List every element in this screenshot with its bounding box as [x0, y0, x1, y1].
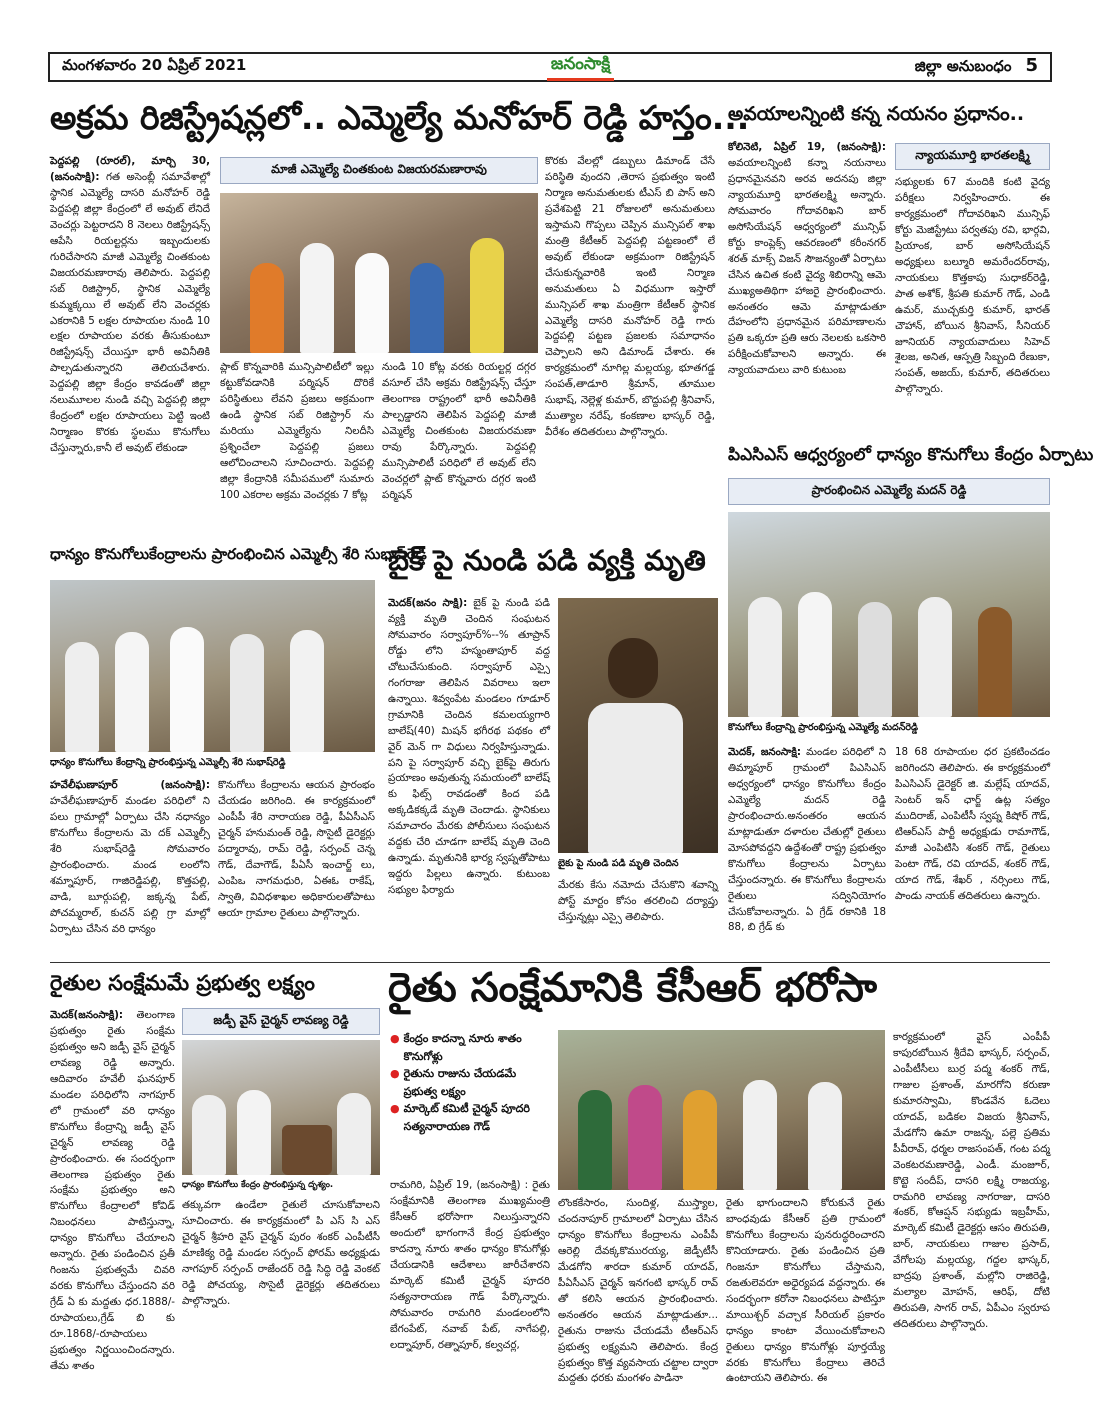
story5-caption: బైకు పై నుండి పడి మృతి చెందిన: [558, 858, 679, 869]
story7-headline: రైతు సంక్షేమానికి కేసీఆర్ భరోసా: [388, 965, 877, 1011]
bullet-item: [390, 1100, 550, 1135]
story1-photo: [220, 193, 538, 353]
story2-column-1: [728, 140, 886, 430]
issue-date: మంగళవారం 20 ఏప్రిల్ 2021: [62, 56, 247, 74]
story3-column-1: [728, 745, 886, 950]
story1-headline: అక్రమ రిజిస్ట్రేషన్లలో.. ఎమ్మెల్యే మనోహర్ రెడ్డి హస్తం...: [50, 98, 750, 137]
story1-column-4: కొరకు వేలల్లో డబ్బులు డిమాండ్ చేసే పరిస్థితి వుందని ,తెరాస ప్రభుత్వం ఇంటి నిర్మాణ అనుమతులకు టీఎస్ బి పాస్ అని ప్రవేశపెట్టి 21 రోజులలో అనుమతులు ఇస్తామని గొప్పలు చెప్పిన మున్సిపల్ శాఖ మంత్రి కేటీఆర్ పెద్దపల్లి పట్టణంలో లే అవుట్ లేకుండా అక్రమంగా రిజిస్ట్రేషన్ చేసుకున్నవారికి ఇంటి నిర్మాణ అనుమతులు ఏ విధముగా ఇస్తారో మున్సిపల్ శాఖ మంత్రిగా కేటీఆర్ స్థానిక ఎమ్మెల్యే దాసరి మనోహర్ రెడ్డి గారు పెద్దపల్లి పట్టణ ప్రజలకు సమాధానం చెప్పాలని అని డిమాండ్ చేశారు. ఈ కార్యక్రమంలో నూగిల్ల మల్లయ్య, భూతగడ్డ సంపత్,తాడూరి శ్రీమాన్, తూముల సుభాష్, నెల్లెళ్ల కుమార్, బొద్దుపల్లి శ్రీనివాస్, ముత్యాల నరేష్, కంకణాల భాస్కర్ రెడ్డి, వీరేశం తదితరులు పాల్గొన్నారు.: [545, 155, 715, 439]
story3-text-1: మండల పరిధిలో ని తిమ్మాపూర్ గ్రామంలో పిఎసిఎస్ అధ్వర్యంలో ధాన్యం కొనుగోలు కేంద్రం ఎమ్మెల్యే మదన్ రెడ్డి ప్రారంభించారు.అనంతరం ఆయన మాట్లాడుతూ దళారుల చేతుల్లో రైతులు మోసపోవద్దని ఉద్దేశంతో రాష్ట్ర ప్రభుత్వం కొనుగోలు కేంద్రాలను ఏర్పాటు చేస్తుందన్నారు. ఈ కొనుగోలు కేంద్రాలను రైతులు సద్వినియోగం చేసుకోవాలన్నారు. ఏ గ్రేడ్ రకానికి 18 88, బి గ్రేడ్ కు: [728, 746, 886, 934]
bullet-text: కేంద్రం కాదన్నా నూరు శాతం కొనుగోళ్లు: [403, 1032, 522, 1063]
page-number: 5: [1025, 55, 1038, 76]
bullet-dot-icon: ●: [390, 1032, 400, 1045]
story7-column-4: కార్యక్రమంలో వైస్ ఎంపీపీ కాపురబోయిన శ్రీదేవి భాస్కర్, సర్పంచ్, ఎంపీటీసీలు బుర్ర పద్మ శంకర్ గౌడ్, గాజుల ప్రశాంత్, మారగోని కరుణా కుమారస్వామి, కొండవేన ఓదెలు యాదవ్, బడికల విజయ శ్రీనివాస్, మేడగోని ఉమా రాజన్న, పల్లె ప్రతిమ పీవీరావ్, ధర్మల రాజసంపత్, గంట పద్మ వెంకటరమణారెడ్డి, ఎండీ. మంజూర్, కొట్టె సందీప్, దాసరి లక్ష్మి రాజయ్య, రామగిరి లావణ్య నాగరాజు, దాసరి శంకర్, కోఆప్షన్ సభ్యుడు ఇబ్రహీమ్, మార్కెట్ కమిటీ డైరెక్టర్లు ఆసం తిరుపతి, బార్, నాయకులు గాజుల ప్రసాద్, వేగోలపు మల్లయ్య, గద్దల భాస్కర్, బాద్రపు ప్రశాంత్, మల్లోని రాజిరెడ్డి, మల్యాల మోహన్, ఆరిఫ్, దోటి తిరుపతి, సాగర్ రావ్, ఏపీఎం స్వరూప తదితరులు పాల్గొన్నారు.: [893, 1031, 1050, 1331]
bullet-item: [390, 1065, 550, 1100]
section-label: [915, 55, 1038, 79]
story5-headline: బైక్ పై నుండి పడి వ్యక్తి మృతి: [388, 544, 706, 577]
story3-column-2: 18 68 రూపాయల ధర ప్రకటించడం జరిగిందని తెలిపారు. ఈ కార్యక్రమంలో పిఎసిఎస్ డైరెక్టర్ జి. మల్లేష్ యాదవ్, సెంటర్ ఇన్ ఛార్జ్ ఉట్ల సత్యం ముదిరాజ్, ఎంపిటీసీ స్వప్న కిషోర్ గౌడ్, టిఆర్ఎస్ పార్టీ అధ్యక్షుడు రామాగౌడ్, మాజీ ఎంపిటిసి శంకర్ గౌడ్, రైతులు పెంటా గౌడ్, రవి యాదవ్, శంకర్ గౌడ్, యాద గౌడ్, శేఖర్ , నర్సింలు గౌడ్, పాండు నాయక్ తదితరులు ఉన్నారు.: [895, 746, 1050, 902]
story1-column-2: ప్లాట్ కొన్నవారికి మున్సిపాలిటీలో ఇల్లు కట్టుకోవడానికి పర్మిషన్ దొరికే పరిస్థితులు లేవని ప్రజలు అక్రమంగా ఉండి స్థానిక సబ్ రిజిస్ట్రార్ ను మరియు ఎమ్మెల్యేను నిలదీసి ప్రశ్నించేలా పెద్దపల్లి ప్రజలు ఆలోచించాలని సూచించారు. పెద్దపల్లి జిల్లా కేంద్రానికి సమీపములో సుమారు 100 ఎకరాల అక్రమ వెంచర్లకు 7 కోట్ల: [220, 361, 374, 501]
story4-text-1: హవేలీఘణాపూర్ మండల పరిధిలో ని పలు గ్రామాల్లో ఏర్పాటు చేసి నధాన్యం కొనుగోలు కేంద్రాలను మె దక్ ఎమ్మెల్సీ శేరి సుభాష్‌రెడ్డి సోమవారం ప్రారంభించారు. మండ లంలోని శమ్నాపూర్, గాజిరెడ్డిపల్లి, కొత్తపల్లి, వాడి, బూర్గుపల్లి, జక్కన్న పేట్, పోచమ్మరాల్, కుచన్ పల్లి గ్రా మాల్లో ఏర్పాటు చేసిన వరి ధాన్యం: [50, 794, 210, 935]
bullet-dot-icon: ●: [390, 1067, 400, 1081]
story7-column-1: రామగిరి, ఏప్రిల్ 19, (జనంసాక్షి) : రైతు సంక్షేమానికి తెలంగాణ ముఖ్యమంత్రి కేసీఆర్ భరోసాగా నిలుస్తున్నారని అందులో భాగంగానే కేంద్ర ప్రభుత్వం కాదన్నా నూరు శాతం ధాన్యం కొనుగోళ్లు చేయడానికి ఆదేశాలు జారీచేశారని మార్కెట్ కమిటీ చైర్మన్ పూదరి సత్యనారాయణ గౌడ్ పేర్కొన్నారు. సోమవారం రామగిరి మండలంలోని బేగంపేట్, నవాబ్ పేట్, నాగేపల్లి, లద్నాపూర్, రత్నాపూర్, కల్వచర్ల,: [390, 1179, 550, 1351]
story5-column-2: మేరకు కేసు నమోదు చేసుకొని శవాన్ని పోస్ట్ మార్టం కోసం తరలించి దర్యాప్తు చేస్తున్నట్లు ఎస్సై తెలిపారు.: [558, 879, 718, 923]
story7-column-2: లొంకకేసారం, సుందిళ్ల, ముస్త్యాల, చందనాపూర్ గ్రామాలలో ఏర్పాటు చేసిన ధాన్యం కొనుగోలు కేంద్రాలను ఎంపీపీ ఆరెల్లి దేవక్కకొమురయ్య, జెడ్పీటీసీ మేడగోని శారదా కుమార్ యాదవ్, పీఏసీఎస్ చైర్మన్ ఇనగంటి భాస్కర్ రావ్ తో కలిసి ఆయన ప్రారంభించారు. అనంతరం ఆయన మాట్లాడుతూ... రైతును రాజును చేయడమే టీఆర్ఎస్ ప్రభుత్వ లక్ష్యమని తెలిపారు. కేంద్ర ప్రభుత్వం కొత్త వ్యవసాయ చట్టాల ద్వారా మద్దతు ధరకు మంగళం పాడినా: [558, 1197, 718, 1385]
story4-headline: ధాన్యం కొనుగోలుకేంద్రాలను ప్రారంభించిన ఎమ్మెల్సీ శేరి సుభాష్‌రెడ్డి: [50, 545, 427, 563]
bullet-dot-icon: ●: [390, 1102, 400, 1116]
story5-column-1: [388, 596, 550, 956]
story3-subhead: ప్రారంభించిన ఎమ్మెల్యే మదన్ రెడ్డి: [728, 478, 1050, 505]
story1-subhead: మాజీ ఎమ్మెల్యే చింతకుంట విజయరమణారావు: [220, 157, 538, 184]
story3-headline: పిఎసిఎస్ ఆధ్వర్యంలో ధాన్యం కొనుగోలు కేంద్రం ఏర్పాటు: [728, 445, 1094, 465]
story6-headline: రైతుల సంక్షేమమే ప్రభుత్వ లక్ష్యం: [50, 971, 315, 995]
story5-text-1: బైక్ పై నుండి పడి వ్యక్తి మృతి చెందిన సంఘటన సోమవారం సర్వాపూర్%--% తూప్రాన్ రోడ్డు లోని హస్మంతాపూర్ వద్ద చోటుచేసుకుంది. సర్వాపూర్ ఎస్సై గంగరాజు తెలిపిన వివరాలు ఇలా ఉన్నాయి. శివ్వంపేట మండలం గూడూర్ గ్రామానికి చెందిన కమలయ్యగారి బాలేష్(40) మిషన్ భగీరథ పథకం లో వైర్ మెన్ గా విధులు నిర్వహిస్తున్నాడు. పని పై సర్వాపూర్ వచ్చి బైక్‌పై తిరుగు ప్రయాణం అవుతున్న సమయంలో బాలేష్ కు ఫిట్స్ రావడంతో కింద పడి అక్కడికక్కడే మృతి చెందాడు. స్థానికులు సమాచారం మేరకు పోలీసులు సంఘటన వద్దకు చేరి చూడగా బాలేష్ మృతి చెంది ఉన్నాడు. మృతునికి భార్య స్వప్నతోపాటు ఇద్దరు పిల్లలు ఉన్నారు. కుటుంబ సభ్యుల ఫిర్యాదు: [388, 597, 550, 897]
story6-column-1: [50, 1008, 175, 1374]
story1-text-1: గత అసెంబ్లీ సమావేశాల్లో స్థానిక ఎమ్మెల్యే దాసరి మనోహర్ రెడ్డి పెద్దపల్లి జిల్లా కేంద్రంలో లే అవుట్ లేనిదే వెంచర్లు పెట్టరాదని 8 నెలలు రిజిస్ట్రేషన్స్ ఆపేసి రియల్టర్లను ఇబ్బందులకు గురిచేసారని మాజీ ఎమ్మెల్యే చింతకుంట విజయరమణారావు తెలిపారు. పెద్దపల్లి సబ్ రిజిస్ట్రార్, స్థానిక ఎమ్మెల్యే కుమ్మక్కయి లే అవుట్ లేని వెంచర్లకు ఎకరానికి 5 లక్షల రూపాయల నుండి 10 లక్షల రూపాయల వరకు తీసుకుంటూ రిజిస్ట్రేషన్స్ చేయిస్తూ భారీ అవినీతికి పాల్పడుతున్నారని తెలియచేశారు. పెద్దపల్లి జిల్లా కేంద్రం కావడంతో జిల్లా నలుమూలల నుండి వచ్చి పెద్దపల్లి జిల్లా కేంద్రంలో లక్షల రూపాయలు పెట్టి ఇంటి నిర్మాణం కొరకు స్థలము కొనుగోలు చేస్తున్నారు,కానీ లే అవుట్ లేకుండా: [50, 170, 210, 455]
story2-dateline: కోలినెటి, ఏప్రిల్ 19, (జనంసాక్షి):: [728, 141, 886, 153]
section-divider: [50, 962, 1050, 963]
story2-subhead: న్యాయమూర్తి భారతలక్ష్మి: [895, 143, 1050, 170]
story3-caption: కొనుగోలు కేంద్రాన్ని ప్రారంభిస్తున్న ఎమ్మెల్యే మదన్‌రెడ్డి: [728, 722, 919, 733]
story4-column-2: కొనుగోలు కేంద్రాలను ఆయన ప్రారంభం చేయడం జరిగింది. ఈ కార్యక్రమంలో ఎంపీపీ శేరి నారాయణ రెడ్డి, పీఏసీఎస్ చైర్మన్ హనుమంత్ రెడ్డి, సొసైటీ డైరెక్టర్లు పద్మారావు, రామ్ రెడ్డి, సర్పంచ్ చెన్న గౌడ్, దేవాగౌడ్, పీఏసీ ఇంచార్జ్ లు, ఎంపిఒ నాగమధురి, ఏఈఓ రాకేష్, స్వాతి, వివిధశాఖల అధికారులతోపాటు ఆయా గ్రామాల రైతులు పాల్గొన్నారు.: [218, 779, 375, 919]
section-name: జిల్లా అనుబంధం: [914, 57, 1012, 75]
page-header: [48, 52, 1052, 82]
story6-caption: ధాన్యం కొనుగోలు కేంద్రం ప్రారంభిస్తున్న దృశ్యం.: [182, 1180, 334, 1190]
story4-photo: [50, 580, 375, 752]
story3-dateline: మెదక్, జనంసాక్షి:: [728, 746, 801, 758]
story4-caption: ధాన్యం కొనుగోలు కేంద్రాన్ని ప్రారంభిస్తున్న ఎమ్మెల్సీ శేరి సుభాష్‌రెడ్డి: [50, 757, 286, 768]
story3-photo: [728, 512, 1050, 717]
story6-subhead: జడ్పీ వైస్ చైర్మన్ లావణ్య రెడ్డి: [182, 1008, 380, 1035]
story5-photo: [558, 598, 718, 853]
story2-column-2: సభ్యులకు 67 మందికి కంటి వైద్య పరీక్షలు నిర్వహించారు. ఈ కార్యక్రమంలో గోదావరిఖని మున్సిఫ్ కోర్టు మెజిస్ట్రేటు పర్వతపు రవి, భార్గవి, ప్రియాంక, బార్ అసోసియేషన్ అధ్యక్షులు బల్మూరి అమరేందర్‌రావు, నాయకులు కొత్తకాపు సుధాకర్‌రెడ్డి, పాత అశోక్, శ్రీపతి కుమార్ గౌడ్, ఎండి ఉమర్, ముచ్చకుర్తి కుమార్, భారత్ చౌహాన్, బోయిన శ్రీనివాస్, సీనియర్ జూనియర్ న్యాయవాదులు సిహెచ్ శైలజ, అనిత, ఆస్పత్రి సిబ్బంది రేణుకా, సంపత్, అజయ్, కుమార్, తదితరులు పాల్గొన్నారు.: [895, 176, 1050, 396]
newspaper-logo: జనంసాక్షి: [547, 54, 614, 81]
story7-column-3: రైతు భాగుందాలని కోరుకునే రైతు బాంధవుడు కేసీఆర్ ప్రతి గ్రామంలో కొనుగోలు కేంద్రాలను పునరుద్ధరించారని కొనియాడారు. రైతు పండించిన ప్రతి గింజనూ కొనుగోలు చేస్తామని, రఙతులెవరూ అధైర్యపడ వద్దన్నారు. ఈ సందర్భంగా కరోనా నిబంధనలు పాటిస్తూ మాయిశ్చర్ వచ్చాక సీరియల్ ప్రకారం ధాన్యం కాంటా వేయించుకోవాలని రైతులు ధాన్యం కొనుగోళ్లు పూర్తయ్యే వరకు కొనుగోలు కేంద్రాలు తెరిచే ఉంటాయని తెలిపారు. ఈ: [726, 1197, 885, 1385]
story6-column-2: తక్కువగా ఉండేలా రైతులే చూసుకోవాలని సూచించారు. ఈ కార్యక్రమంలో పి ఎస్ సి ఎస్ చైర్మన్ శ్రీహరి వైస్ చైర్మన్ పురం శంకర్ ఎంపీటీసీ మాణిక్య రెడ్డి మండల సర్పంచ్ ఫోరమ్ అధ్యక్షుడు నాగపూర్ సర్పంచ్ రాజేందర్ రెడ్డి సిద్ధి రెడ్డి వెంకట్ రెడ్డి పోచయ్య, సొసైటీ డైరెక్టర్లు తదితరులు పాల్గొన్నారు.: [182, 1199, 380, 1307]
story1-column-1: [50, 154, 210, 526]
story6-text-1: తెలంగాణ ప్రభుత్వం రైతు సంక్షేమ ప్రభుత్వం అని జడ్పీ వైస్ చైర్మన్ లావణ్య రెడ్డి అన్నారు. ఆదివారం హవేలీ ఘనపూర్ మండల పరిధిలోని నాగపూర్ లో గ్రామంలో వరి ధాన్యం కొనుగోలు కేంద్రాన్ని జడ్పీ వైస్ చైర్మన్ లావణ్య రెడ్డి ప్రారంభించారు. ఈ సందర్భంగా తెలంగాణ ప్రభుత్వం రైతు సంక్షేమ ప్రభుత్వం అని కొనుగోలు కేంద్రాలలో కోవిడ్ నిబంధనలు పాటిస్తున్నా, ధాన్యం కొనుగోలు చేయాలని అన్నారు. రైతు పండించిన ప్రతీ గింజను ప్రభుత్వమే చివరి వరకు కొనుగోలు చేస్తుందని వరి గ్రేడ్ ఏ కు మద్దతు ధర.1888/-రూపాయలు,గ్రేడ్ బి కు రూ.1868/-రూపాయలు ప్రభుత్వం నిర్ణయించిందన్నారు. తేమ శాతం: [50, 1009, 175, 1372]
bullet-text: మార్కెట్ కమిటీ చైర్మన్ పూదరి సత్యనారాయణ గౌడ్: [403, 1102, 530, 1133]
story1-column-3: నుండి 10 కోట్ల వరకు రియల్టర్ల దగ్గర వసూల్ చేసి అక్రమ రిజిస్ట్రేషన్స్ చేస్తూ తెలంగాణ రాష్ట్రంలో భారీ అవినీతికి పాల్పడ్డారని తెలిపిన పెద్దపల్లి మాజీ ఎమ్మెల్యే చింతకుంట విజయరమణా రావు పేర్కొన్నారు. పెద్దపల్లి మున్సిపాలిటీ పరిధిలో లే అవుట్ లేని వెంచర్లలో ప్లాట్ కొన్నవారు దగ్గర ఇంటి పర్మిషన్: [382, 361, 536, 501]
bullet-text: రైతును రాజును చేయడమే ప్రభుత్వ లక్ష్యం: [403, 1067, 517, 1098]
story6-dateline: మెదక్(జనంసాక్షి):: [50, 1009, 124, 1021]
story4-dateline: హవేలీఘణాపూర్ (జనంసాక్షి):: [50, 779, 210, 791]
story1-dateline: పెద్దపల్లి (రూరల్), మార్చి 30, (జనంసాక్షి):: [50, 155, 210, 183]
story7-bullets: [390, 1030, 550, 1136]
story4-column-1: [50, 778, 210, 956]
story2-text-1: అవయాలన్నింటి కన్నా నయనాలు ప్రధానమైనవని అరవ అదనపు జిల్లా న్యాయమూర్తి భారతలక్ష్మి అన్నారు. సోమవారం గోదావరిఖని బార్ అసోసియేషన్ ఆధ్వర్యంలో మున్సిఫ్ కోర్టు కాంప్లెక్స్ ఆవరణంలో కరీంనగర్ శరత్ మాక్స్ విజన్ సౌజన్యంతో ఏర్పాటు చేసిన ఉచిత కంటి వైద్య శిబిరాన్ని ఆమె ముఖ్యఅతిథిగా హాజరై ప్రారంభించారు. అనంతరం ఆమె మాట్లాడుతూ దేహంలోని ప్రధానమైన పరిమాణాలను ప్రతి ఒక్కరూ ప్రతి ఆరు నెలలకు ఒకసారి పరీక్షించుకోవాలని అన్నారు. ఈ న్యాయవాదులు వారి కుటుంబ: [728, 156, 886, 377]
story2-headline: అవయాలన్నింటి కన్న నయనం ప్రధానం..: [728, 103, 1025, 125]
bullet-item: [390, 1030, 550, 1065]
story7-photo: [558, 1030, 885, 1190]
story5-dateline: మెదక్(జనం సాక్షి):: [388, 597, 468, 609]
story6-photo: [182, 1040, 380, 1175]
